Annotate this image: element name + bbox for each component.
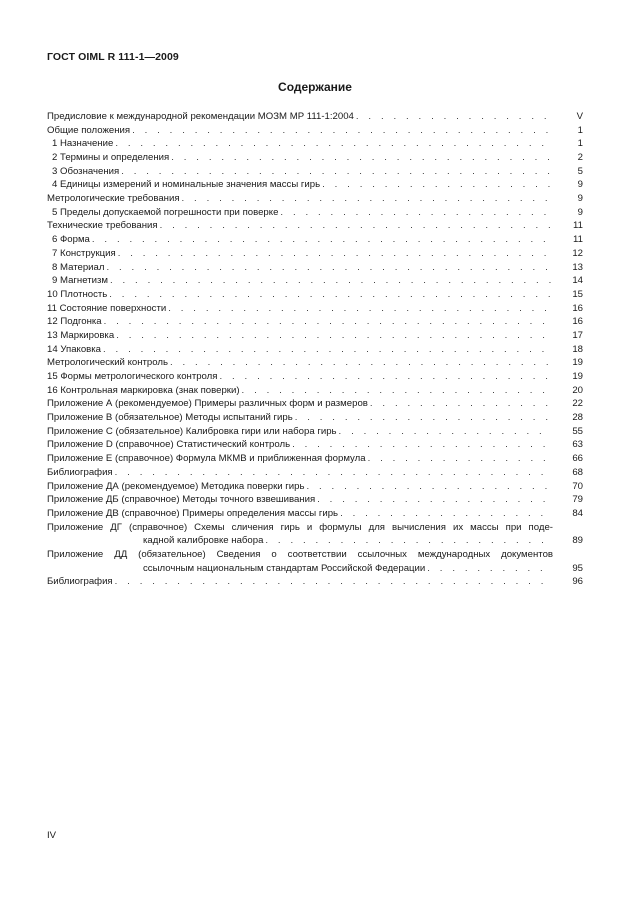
toc-entry[interactable] bbox=[47, 411, 583, 425]
toc-entry[interactable] bbox=[47, 261, 583, 275]
toc-entry-label: Библиография bbox=[47, 466, 113, 478]
toc-page-number: 66 bbox=[572, 453, 583, 465]
toc-entry[interactable] bbox=[47, 206, 583, 220]
toc-page-number: 17 bbox=[572, 329, 583, 341]
toc-entry-label: 11 Состояние поверхности bbox=[47, 302, 167, 314]
toc-entry[interactable] bbox=[47, 233, 583, 247]
toc-page-number: 22 bbox=[572, 398, 583, 410]
toc-page-number: 63 bbox=[572, 439, 583, 451]
leader-dots bbox=[115, 137, 551, 151]
toc-page-number: 9 bbox=[577, 193, 583, 205]
leader-dots bbox=[116, 329, 551, 343]
toc-entry-label: Общие положения bbox=[47, 124, 131, 136]
toc-entry-label: 9 Магнетизм bbox=[52, 275, 108, 287]
leader-dots bbox=[242, 384, 551, 398]
toc-entry-label: 13 Маркировка bbox=[47, 329, 115, 341]
toc-page-number: 20 bbox=[572, 384, 583, 396]
toc-page-number: 9 bbox=[577, 206, 583, 218]
toc-entry-label: 5 Пределы допускаемой погрешности при поверке bbox=[52, 206, 279, 218]
toc-page-number: 1 bbox=[577, 124, 583, 136]
toc-entry-label: Приложение В (обязательное) Методы испытаний гирь bbox=[47, 412, 293, 424]
toc-entry-label: Технические требования bbox=[47, 220, 158, 232]
toc-entry-label: Предисловие к международной рекомендации МОЗМ МР 111-1:2004 bbox=[47, 110, 354, 122]
toc-page-number: 12 bbox=[572, 247, 583, 259]
toc-entry-label: Приложение D (справочное) Статистический контроль bbox=[47, 439, 291, 451]
toc-entry-label: 12 Подгонка bbox=[47, 316, 102, 328]
toc-entry-label: Приложение ДБ (справочное) Методы точного взвешивания bbox=[47, 494, 316, 506]
leader-dots bbox=[265, 534, 551, 548]
toc-entry[interactable] bbox=[47, 452, 583, 466]
toc-page-number: 16 bbox=[572, 316, 583, 328]
toc-page-number: V bbox=[576, 110, 583, 122]
leader-dots bbox=[160, 219, 551, 233]
leader-dots bbox=[292, 438, 551, 452]
leader-dots bbox=[104, 315, 551, 329]
toc-page-number: 19 bbox=[572, 357, 583, 369]
toc-page-number: 84 bbox=[572, 507, 583, 519]
toc-entry-multiline[interactable] bbox=[47, 521, 583, 548]
toc-entry-label: Приложение ДА (рекомендуемое) Методика поверки гирь bbox=[47, 480, 305, 492]
toc-page-number: 2 bbox=[577, 152, 583, 164]
toc-entry[interactable] bbox=[47, 329, 583, 343]
toc-entry[interactable] bbox=[47, 356, 583, 370]
toc-entry[interactable] bbox=[47, 165, 583, 179]
toc-entry-label: 15 Формы метрологического контроля bbox=[47, 371, 218, 383]
toc-entry-line: кадной калибровке набора bbox=[143, 535, 264, 547]
toc-page-number: 16 bbox=[572, 302, 583, 314]
toc-entry-multiline[interactable] bbox=[47, 548, 583, 575]
toc-entry-label: 10 Плотность bbox=[47, 288, 108, 300]
toc-entry[interactable] bbox=[47, 178, 583, 192]
toc-entry-label: 2 Термины и определения bbox=[52, 152, 170, 164]
toc-page-number: 19 bbox=[572, 371, 583, 383]
leader-dots bbox=[219, 370, 551, 384]
toc-entry[interactable] bbox=[47, 274, 583, 288]
leader-dots bbox=[121, 165, 551, 179]
leader-dots bbox=[356, 110, 551, 124]
toc-page-number: 1 bbox=[577, 138, 583, 150]
leader-dots bbox=[132, 124, 551, 138]
toc-entry-label: 8 Материал bbox=[52, 261, 105, 273]
toc-page-number: 95 bbox=[572, 562, 583, 574]
toc-entry[interactable] bbox=[47, 480, 583, 494]
toc-entry[interactable] bbox=[47, 370, 583, 384]
toc-entry[interactable] bbox=[47, 315, 583, 329]
toc-entry[interactable] bbox=[47, 302, 583, 316]
leader-dots bbox=[370, 397, 551, 411]
toc-page-number: 55 bbox=[572, 425, 583, 437]
leader-dots bbox=[92, 233, 551, 247]
toc-entry[interactable] bbox=[47, 507, 583, 521]
toc-page-number: 15 bbox=[572, 288, 583, 300]
toc-page-number: 70 bbox=[572, 480, 583, 492]
toc-entry[interactable] bbox=[47, 439, 583, 453]
toc-page-number: 96 bbox=[572, 576, 583, 588]
toc-entry[interactable] bbox=[47, 220, 583, 234]
leader-dots bbox=[182, 192, 551, 206]
leader-dots bbox=[306, 480, 551, 494]
toc-page-number: 13 bbox=[572, 261, 583, 273]
toc-entry[interactable] bbox=[47, 110, 583, 124]
page-number-footer: IV bbox=[47, 830, 57, 841]
toc-entry[interactable] bbox=[47, 247, 583, 261]
leader-dots bbox=[168, 302, 551, 316]
document-header: ГОСТ OIML R 111-1—2009 bbox=[47, 51, 179, 63]
toc-entry[interactable] bbox=[47, 192, 583, 206]
toc-entry[interactable] bbox=[47, 384, 583, 398]
toc-entries bbox=[47, 110, 583, 521]
toc-page-number: 79 bbox=[572, 494, 583, 506]
leader-dots bbox=[115, 466, 551, 480]
toc-entry-label: Приложение С (обязательное) Калибровка гири или набора гирь bbox=[47, 425, 337, 437]
toc-entry-label: 16 Контрольная маркировка (знак поверки) bbox=[47, 384, 240, 396]
toc-entry[interactable] bbox=[47, 493, 583, 507]
toc-page-number: 68 bbox=[572, 466, 583, 478]
toc-entry-label: 7 Конструкция bbox=[52, 247, 116, 259]
leader-dots bbox=[427, 562, 551, 576]
toc-entry[interactable] bbox=[47, 397, 583, 411]
toc-page-number: 28 bbox=[572, 412, 583, 424]
toc-title: Содержание bbox=[278, 80, 352, 94]
toc-entry-label: 3 Обозначения bbox=[52, 165, 120, 177]
toc-entry-label: Приложение А (рекомендуемое) Примеры различных форм и размеров bbox=[47, 398, 368, 410]
leader-dots bbox=[118, 247, 551, 261]
toc-entry-label: 1 Назначение bbox=[52, 138, 114, 150]
toc-entry-label: Библиография bbox=[47, 576, 113, 588]
toc-entry-line: Приложение ДГ (справочное) Схемы сличения гирь и формулы для вычисления их массы при поде- bbox=[47, 521, 553, 533]
toc-page-number: 14 bbox=[572, 275, 583, 287]
leader-dots bbox=[170, 356, 551, 370]
leader-dots bbox=[106, 261, 551, 275]
toc-page-number: 11 bbox=[573, 234, 583, 246]
toc-entry[interactable] bbox=[47, 124, 583, 138]
leader-dots bbox=[368, 452, 551, 466]
toc-entry[interactable] bbox=[47, 575, 583, 589]
toc-entry-label: 6 Форма bbox=[52, 234, 90, 246]
leader-dots bbox=[171, 151, 551, 165]
table-of-contents bbox=[47, 110, 583, 589]
leader-dots bbox=[339, 425, 551, 439]
toc-entry-label: Метрологические требования bbox=[47, 193, 180, 205]
leader-dots bbox=[115, 575, 551, 589]
toc-entry[interactable] bbox=[47, 466, 583, 480]
toc-entry[interactable] bbox=[47, 425, 583, 439]
toc-entry-label: Приложение Е (справочное) Формула МКМВ и приближенная формула bbox=[47, 453, 366, 465]
toc-entry[interactable] bbox=[47, 151, 583, 165]
leader-dots bbox=[295, 411, 551, 425]
leader-dots bbox=[317, 493, 551, 507]
toc-entry-label: 14 Упаковка bbox=[47, 343, 102, 355]
toc-entry-label: Метрологический контроль bbox=[47, 357, 168, 369]
toc-entry-label: Приложение ДВ (справочное) Примеры определения массы гирь bbox=[47, 507, 339, 519]
toc-page-number: 9 bbox=[577, 179, 583, 191]
leader-dots bbox=[280, 206, 551, 220]
toc-page-number: 11 bbox=[573, 220, 583, 232]
toc-entry-label: 4 Единицы измерений и номинальные значения массы гирь bbox=[52, 179, 321, 191]
leader-dots bbox=[110, 274, 551, 288]
toc-entry-line: Приложение ДД (обязательное) Сведения о соответствии ссылочных международных документов bbox=[47, 549, 553, 560]
leader-dots bbox=[322, 178, 551, 192]
leader-dots bbox=[340, 507, 551, 521]
toc-entry-line: ссылочным национальным стандартам Российской Федерации bbox=[143, 562, 426, 574]
toc-page-number: 18 bbox=[572, 343, 583, 355]
toc-entry[interactable] bbox=[47, 137, 583, 151]
toc-entry[interactable] bbox=[47, 343, 583, 357]
toc-page-number: 89 bbox=[572, 535, 583, 547]
toc-entry[interactable] bbox=[47, 288, 583, 302]
toc-page-number: 5 bbox=[577, 165, 583, 177]
leader-dots bbox=[103, 343, 551, 357]
leader-dots bbox=[109, 288, 551, 302]
